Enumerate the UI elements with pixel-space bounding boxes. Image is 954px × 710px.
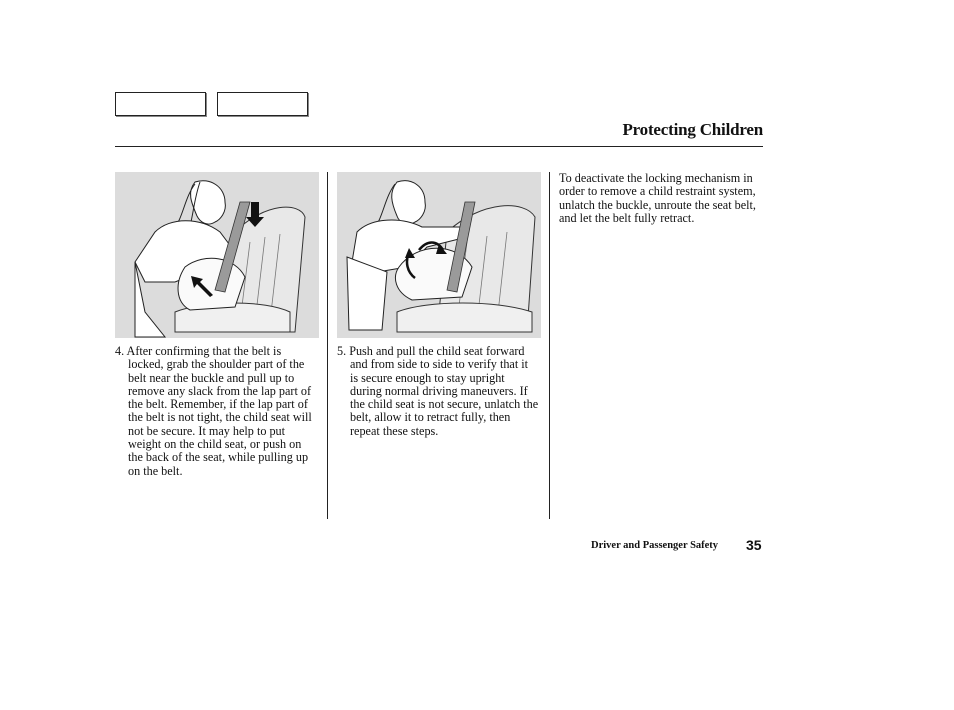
column-divider-1 — [327, 172, 328, 519]
figure-push-pull-seat — [337, 172, 541, 338]
figure-tighten-belt — [115, 172, 319, 338]
page-number: 35 — [746, 537, 762, 553]
page-title: Protecting Children — [622, 120, 763, 139]
nav-button-1[interactable] — [115, 92, 206, 116]
section-footer-label: Driver and Passenger Safety — [591, 540, 719, 551]
step-5-text: 5. Push and pull the child seat forward and from side to side to verify that it is secure enough to stay upright during normal driving maneuvers. If the child seat is not secure, unlatch the belt, allow it to retract fully, then repeat these steps. — [337, 344, 539, 438]
nav-button-2[interactable] — [217, 92, 308, 116]
deactivate-locking-note: To deactivate the locking mechanism in order to remove a child restraint system, unlatch the buckle, unroute the seat belt, and let the belt fully retract. — [559, 171, 756, 225]
step-4-text: 4. After confirming that the belt is locked, grab the shoulder part of the belt near the buckle and pull up to remove any slack from the lap part of the belt. Remember, if the lap part of the belt is not tight, the child seat will not be secure. It may help to put weight on the child seat, or push on the back of the seat, while pulling up on the belt. — [115, 344, 312, 478]
title-divider — [115, 146, 763, 147]
column-divider-2 — [549, 172, 550, 519]
